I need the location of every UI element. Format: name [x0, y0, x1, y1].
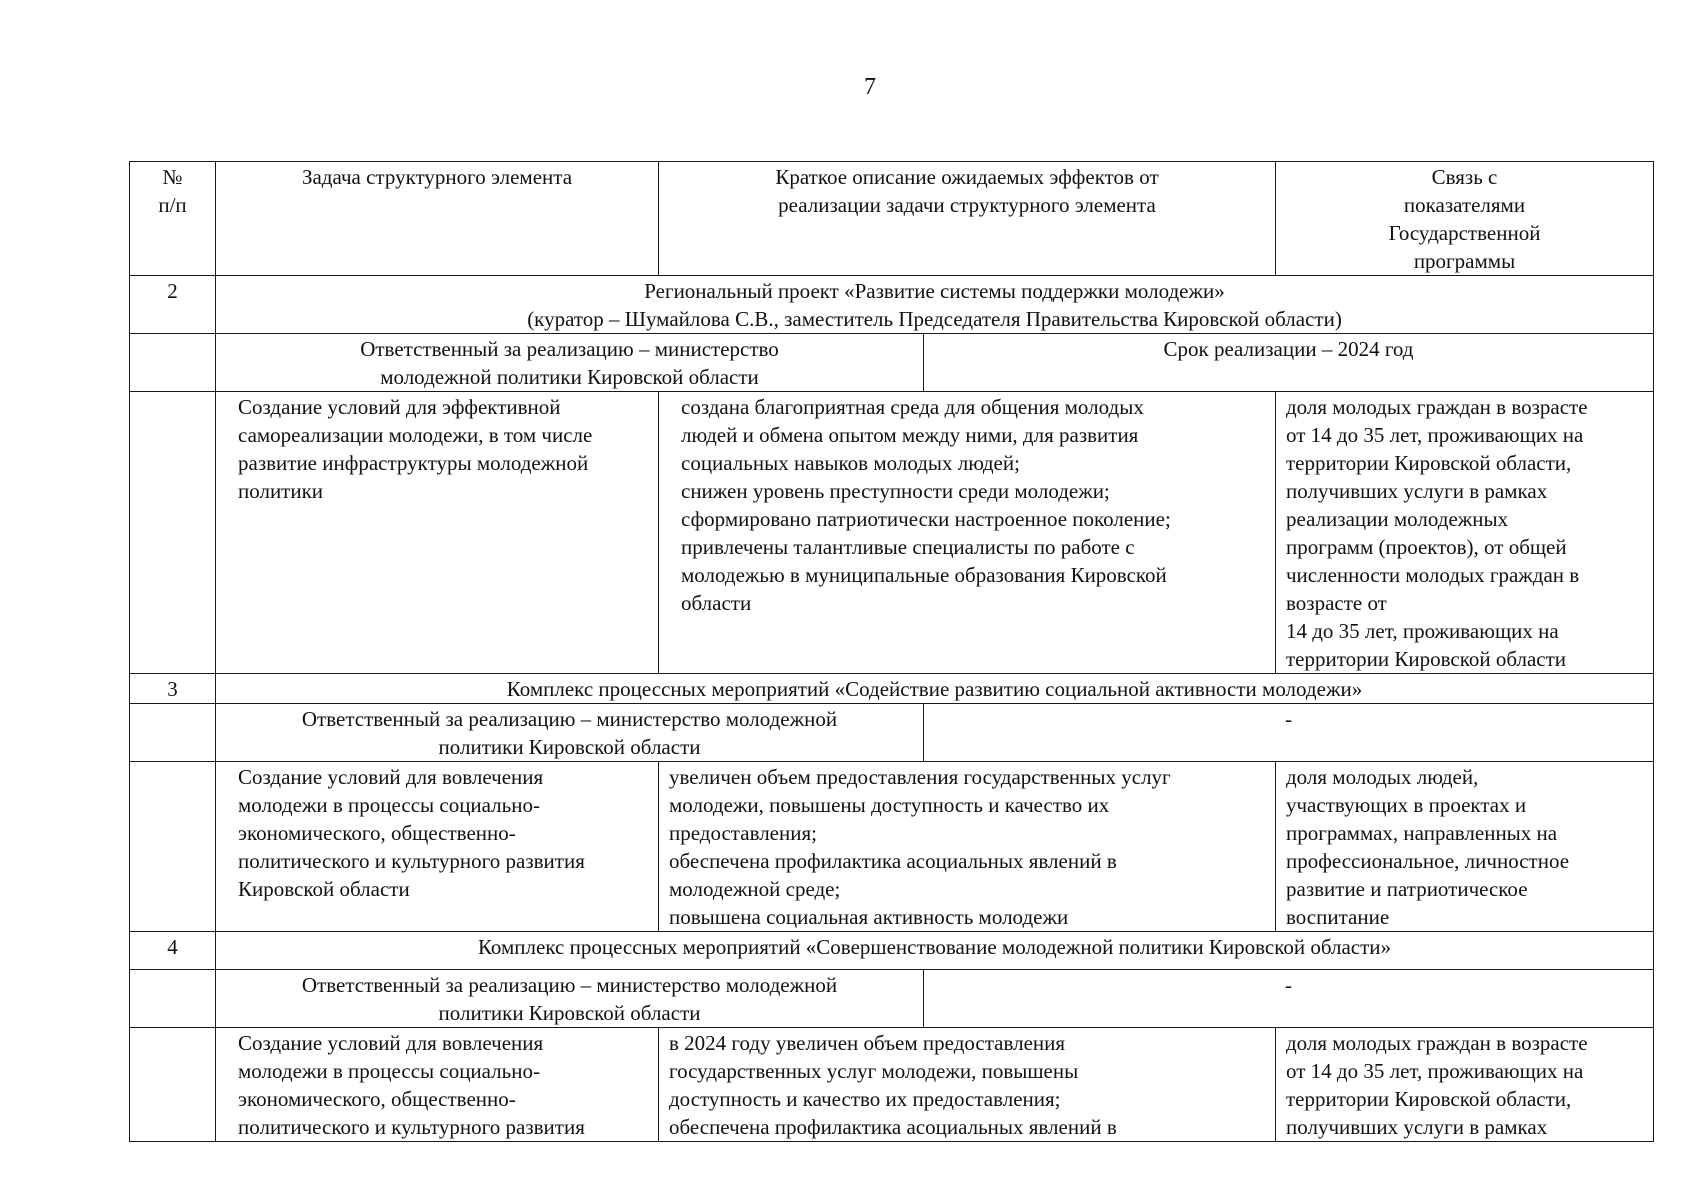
document-table	[129, 161, 1654, 1142]
task-text: Создание условий для вовлечения молодежи в процессы социально- экономического, общественно- политического и культурного развития Кировской области	[216, 762, 659, 932]
empty-cell	[130, 392, 216, 674]
term-text: -	[924, 970, 1654, 1028]
section-title: Комплекс процессных мероприятий «Совершенствование молодежной политики Кировской области»	[216, 932, 1654, 970]
section-content-row	[130, 1028, 1654, 1142]
section-title: Комплекс процессных мероприятий «Содействие развитию социальной активности молодежи»	[216, 674, 1654, 704]
page-number: 7	[864, 74, 876, 100]
header-effects: Краткое описание ожидаемых эффектов от реализации задачи структурного элемента	[659, 162, 1276, 276]
section-number: 2	[130, 276, 216, 334]
empty-cell	[130, 970, 216, 1028]
section-number: 4	[130, 932, 216, 970]
section-responsible-row	[130, 970, 1654, 1028]
empty-cell	[130, 762, 216, 932]
section-title-row	[130, 674, 1654, 704]
empty-cell	[130, 1028, 216, 1142]
section-content-row	[130, 392, 1654, 674]
section-responsible-row	[130, 704, 1654, 762]
header-task: Задача структурного элемента	[216, 162, 659, 276]
task-text: Создание условий для вовлечения молодежи в процессы социально- экономического, общественно- политического и культурного развития	[216, 1028, 659, 1142]
empty-cell	[130, 334, 216, 392]
section-content-row	[130, 762, 1654, 932]
link-text: доля молодых граждан в возрасте от 14 до 35 лет, проживающих на территории Кировской области, получивших услуги в рамках реализации молодежных программ (проектов), от общей численности молодых граждан в возрасте от 14 до 35 лет, проживающих на территории Кировской области	[1276, 392, 1654, 674]
responsible-text: Ответственный за реализацию – министерство молодежной политики Кировской области	[216, 334, 924, 392]
responsible-text: Ответственный за реализацию – министерство молодежной политики Кировской области	[216, 970, 924, 1028]
section-number: 3	[130, 674, 216, 704]
term-text: -	[924, 704, 1654, 762]
section-title-row	[130, 276, 1654, 334]
term-text: Срок реализации – 2024 год	[924, 334, 1654, 392]
effects-text: создана благоприятная среда для общения молодых людей и обмена опытом между ними, для развития социальных навыков молодых людей; снижен уровень преступности среди молодежи; сформировано патриотически настроенное поколение; привлечены талантливые специалисты по работе с молодежью в муниципальные образования Кировской области	[659, 392, 1276, 674]
link-text: доля молодых людей, участвующих в проектах и программах, направленных на профессиональное, личностное развитие и патриотическое воспитание	[1276, 762, 1654, 932]
section-title: Региональный проект «Развитие системы поддержки молодежи» (куратор – Шумайлова С.В., заместитель Председателя Правительства Кировской области)	[216, 276, 1654, 334]
effects-text: в 2024 году увеличен объем предоставления государственных услуг молодежи, повышены доступность и качество их предоставления; обеспечена профилактика асоциальных явлений в	[659, 1028, 1276, 1142]
effects-text: увеличен объем предоставления государственных услуг молодежи, повышены доступность и качество их предоставления; обеспечена профилактика асоциальных явлений в молодежной среде; повышена социальная активность молодежи	[659, 762, 1276, 932]
responsible-text: Ответственный за реализацию – министерство молодежной политики Кировской области	[216, 704, 924, 762]
empty-cell	[130, 704, 216, 762]
section-responsible-row	[130, 334, 1654, 392]
section-title-row	[130, 932, 1654, 970]
task-text: Создание условий для эффективной самореализации молодежи, в том числе развитие инфраструктуры молодежной политики	[216, 392, 659, 674]
header-link: Связь с показателями Государственной программы	[1276, 162, 1654, 276]
table-header-row	[130, 162, 1654, 276]
header-number: № п/п	[130, 162, 216, 276]
link-text: доля молодых граждан в возрасте от 14 до 35 лет, проживающих на территории Кировской области, получивших услуги в рамках	[1276, 1028, 1654, 1142]
